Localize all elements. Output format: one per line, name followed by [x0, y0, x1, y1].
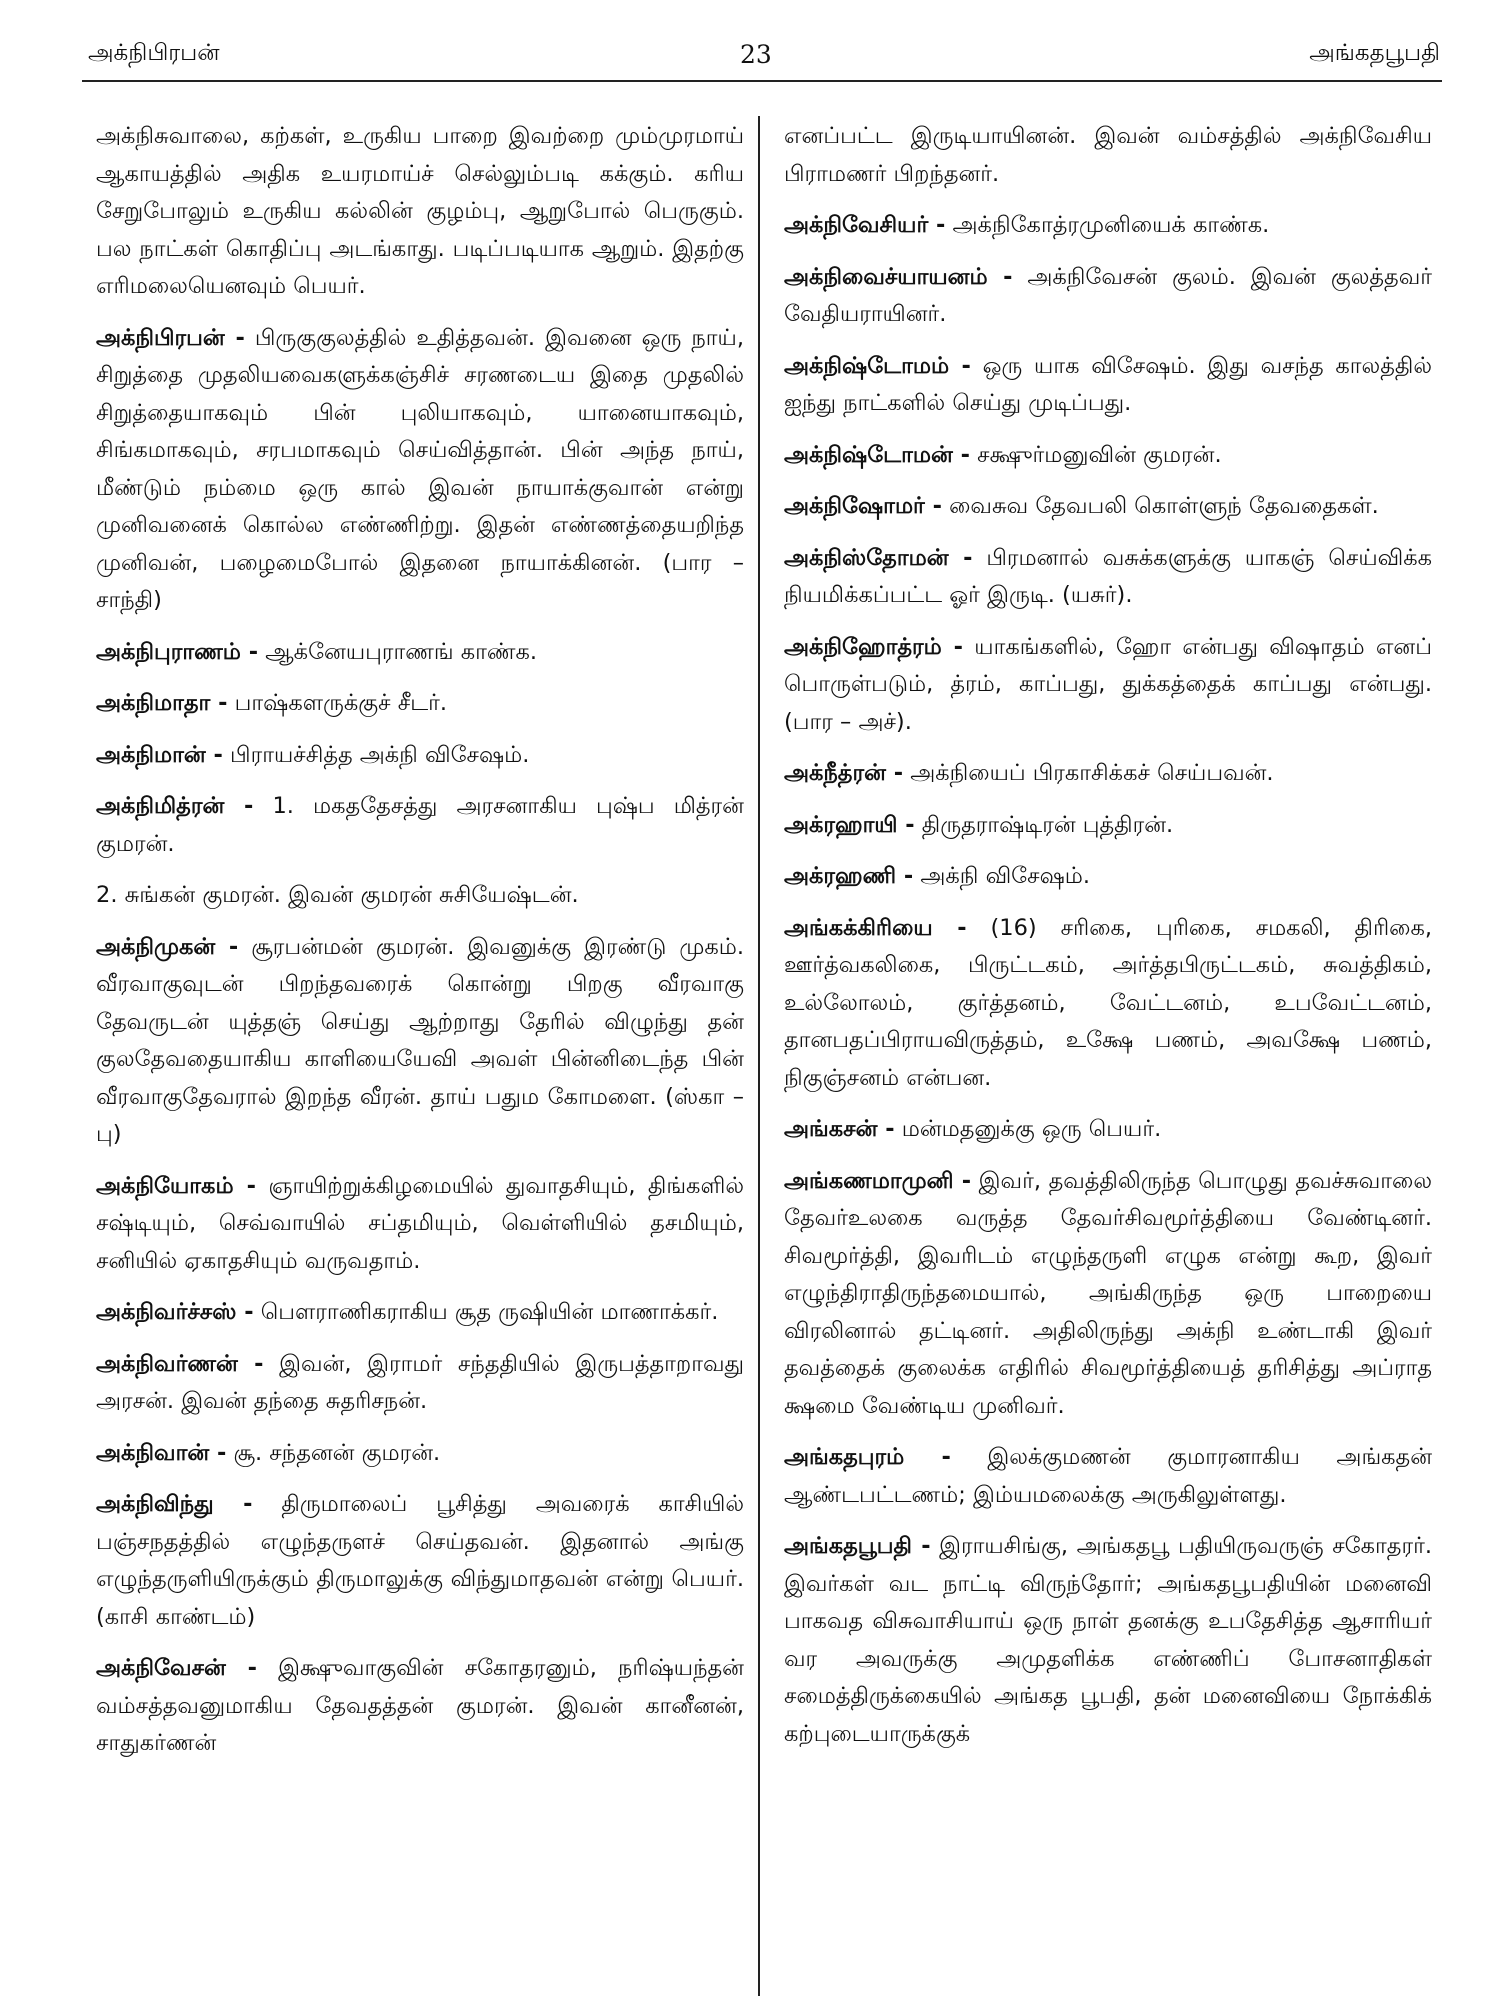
dictionary-entry: [784, 755, 1432, 793]
page-number: 23: [740, 40, 772, 69]
dictionary-entry: [96, 1346, 744, 1421]
entry-headword: அக்நிவர்ணன் -: [96, 1350, 264, 1377]
dictionary-entry: [784, 1439, 1432, 1514]
entry-definition: ஞாயிற்றுக்கிழமையில் துவாதசியும், திங்களில் சஷ்டியும், செவ்வாயில் சப்தமியும், வெள்ளியில் தசமியும், சனியில் ஏகாதசியும் வருவதாம்.: [96, 1172, 744, 1274]
dictionary-entry: [96, 1168, 744, 1281]
entry-headword: அங்கசன் -: [784, 1116, 895, 1142]
dictionary-entry: [784, 540, 1432, 615]
entry-definition: 2. சுங்கன் குமரன். இவன் குமரன் சுசியேஷ்டன்.: [96, 882, 579, 908]
dictionary-entry: [96, 634, 744, 672]
entry-definition: (16) சரிகை, புரிகை, சமகலி, திரிகை, ஊர்த்வகலிகை, பிருட்டகம், அர்த்தபிருட்டகம், சுவத்திகம், உல்லோலம், குர்த்தனம், வேட்டனம், உபவேட்டனம், தானபதப்பிராயவிருத்தம், உக்ஷே பணம், அவக்ஷே பணம், நிகுஞ்சனம் என்பன.: [784, 914, 1432, 1091]
entry-definition: திருமாலைப் பூசித்து அவரைக் காசியில் பஞ்சநதத்தில் எழுந்தருளச் செய்தவன். இதனால் அங்கு எழுந்தருளியிருக்கும் திருமாலுக்கு விந்துமாதவன் என்று பெயர். (காசி காண்டம்): [96, 1491, 744, 1630]
entry-definition: அக்நிவேசன் குலம். இவன் குலத்தவர் வேதியராயினர்.: [784, 263, 1432, 327]
entry-headword: அக்நிஷோமர் -: [784, 493, 942, 519]
entry-definition: அக்நிகோத்ரமுனியைக் காண்க.: [952, 212, 1270, 238]
dictionary-entry: [96, 877, 744, 915]
entry-definition: இலக்குமணன் குமாரனாகிய அங்கதன் ஆண்டபட்டணம்; இம்யமலைக்கு அருகிலுள்ளது.: [784, 1444, 1432, 1508]
entry-headword: அக்நிவர்ச்சஸ் -: [96, 1299, 254, 1325]
entry-headword: அக்நியோகம் -: [96, 1172, 256, 1199]
entry-headword: அக்நிஹோத்ரம் -: [784, 633, 964, 660]
entry-definition: பிரமனால் வசுக்களுக்கு யாகஞ் செய்விக்க நியமிக்கப்பட்ட ஓர் இருடி. (யசுர்).: [784, 544, 1432, 608]
entry-headword: அங்கணமாமுனி -: [784, 1167, 972, 1194]
dictionary-entry: [96, 1294, 744, 1332]
dictionary-entry: [96, 1650, 744, 1763]
entry-headword: அக்ரஹாயி -: [784, 811, 915, 838]
entry-definition: பிருகுகுலத்தில் உதித்தவன். இவனை ஒரு நாய், சிறுத்தை முதலியவைகளுக்கஞ்சிச் சரணடைய இதை முதலில் சிறுத்தையாகவும் பின் புலியாகவும், யானையாகவும், சிங்கமாகவும், சரபமாகவும் செய்வித்தான். பின் அந்த நாய், மீண்டும் நம்மை ஒரு கால் இவன் நாயாக்குவான் என்று முனிவனைக் கொல்ல எண்ணிற்று. இதன் எண்ணத்தையறிந்த முனிவன், பழைமைபோல் இதனை நாயாக்கினன். (பார – சாந்தி): [96, 324, 744, 613]
entry-definition: ஆக்னேயபுராணங் காண்க.: [265, 638, 538, 665]
entry-headword: அக்நிமாதா -: [96, 690, 228, 716]
running-head-left: அக்நிபிரபன்: [88, 40, 220, 66]
entry-definition: இவர், தவத்திலிருந்த பொழுது தவச்சுவாலை தேவர்உலகை வருத்த தேவர்சிவமூர்த்தியை வேண்டினர். சிவமூர்த்தி, இவரிடம் எழுந்தருளி எழுக என்று கூற, இவர் எழுந்திராதிருந்தமையால், அங்கிருந்த ஒரு பாறையை விரலினால் தட்டினர். அதிலிருந்து அக்நி உண்டாகி இவர் தவத்தைக் குலைக்க எதிரில் சிவமூர்த்தியைத் தரிசித்து அப்ராத க்ஷமை வேண்டிய முனிவர்.: [784, 1167, 1432, 1419]
dictionary-entry: [784, 207, 1432, 245]
entry-headword: அக்நிஷ்டோமம் -: [784, 352, 971, 379]
entry-headword: அக்நிவேசன் -: [96, 1655, 257, 1681]
entry-headword: அக்நிவைச்யாயனம் -: [784, 263, 1013, 290]
dictionary-entry: [784, 118, 1432, 193]
running-head-right: அங்கதபூபதி: [1309, 40, 1440, 66]
entry-headword: அக்நிவேசியர் -: [784, 212, 946, 238]
dictionary-entry: [96, 788, 744, 863]
entry-headword: அக்நிபிரபன் -: [96, 324, 245, 351]
entry-definition: எனப்பட்ட இருடியாயினன். இவன் வம்சத்தில் அக்நிவேசிய பிராமணர் பிறந்தனர்.: [784, 123, 1432, 187]
left-column: [96, 118, 744, 1996]
entry-headword: அக்நிஸ்தோமன் -: [784, 544, 973, 571]
dictionary-entry: [96, 1486, 744, 1636]
entry-headword: அக்நிஷ்டோமன் -: [784, 441, 970, 468]
dictionary-entry: [784, 807, 1432, 845]
entry-definition: மன்மதனுக்கு ஒரு பெயர்.: [901, 1116, 1162, 1142]
entry-definition: அக்நி விசேஷம்.: [920, 863, 1091, 889]
entry-headword: அக்நிவிந்து -: [96, 1491, 253, 1517]
entry-headword: அக்நீத்ரன் -: [784, 760, 904, 786]
entry-definition: இக்ஷுவாகுவின் சகோதரனும், நரிஷ்யந்தன் வம்சத்தவனுமாகிய தேவதத்தன் குமரன். இவன் கானீனன், சாதுகர்ணன்: [96, 1655, 744, 1756]
dictionary-entry: [784, 1111, 1432, 1149]
page-header: [0, 0, 1500, 78]
dictionary-entry: [784, 858, 1432, 896]
dictionary-entry: [96, 737, 744, 775]
entry-definition: அக்நிசுவாலை, கற்கள், உருகிய பாறை இவற்றை மும்முரமாய் ஆகாயத்தில் அதிக உயரமாய்ச் செல்லும்படி கக்கும். கரிய சேறுபோலும் உருகிய கல்லின் குழம்பு, ஆறுபோல் பெருகும். பல நாட்கள் கொதிப்பு அடங்காது. படிப்படியாக ஆறும். இதற்கு எரிமலையெனவும் பெயர்.: [96, 123, 744, 299]
entry-headword: அங்கக்கிரியை -: [784, 914, 967, 941]
dictionary-entry: [784, 437, 1432, 475]
dictionary-entry: [784, 259, 1432, 334]
entry-definition: யாகங்களில், ஹோ என்பது விஷாதம் எனப் பொருள்படும், த்ரம், காப்பது, துக்கத்தைக் காப்பது என்பது. (பார – அச்).: [784, 633, 1432, 735]
entry-headword: அக்நிபுராணம் -: [96, 638, 259, 665]
header-rule: [82, 80, 1442, 82]
entry-headword: அங்கதபுரம் -: [784, 1444, 951, 1470]
entry-definition: இவன், இராமர் சந்ததியில் இருபத்தாறாவது அரசன். இவன் தந்தை சுதரிசநன்.: [96, 1350, 744, 1414]
entry-definition: பிராயச்சித்த அக்நி விசேஷம்.: [230, 741, 530, 768]
entry-definition: பாஷ்களருக்குச் சீடர்.: [234, 690, 448, 716]
entry-definition: திருதராஷ்டிரன் புத்திரன்.: [921, 811, 1174, 838]
entry-headword: அக்நிவான் -: [96, 1439, 227, 1466]
dictionary-entry: [784, 1528, 1432, 1753]
entry-definition: சூ. சந்தனன் குமரன்.: [233, 1439, 441, 1466]
dictionary-entry: [784, 348, 1432, 423]
entry-definition: பௌராணிகராகிய சூத ருஷியின் மாணாக்கர்.: [260, 1299, 719, 1325]
dictionary-entry: [96, 929, 744, 1154]
entry-definition: அக்நியைப் பிரகாசிக்கச் செய்பவன்.: [910, 760, 1274, 786]
entry-headword: அக்ரஹணி -: [784, 863, 914, 889]
dictionary-entry: [784, 910, 1432, 1098]
entry-definition: ஒரு யாக விசேஷம். இது வசந்த காலத்தில் ஐந்து நாட்களில் செய்து முடிப்பது.: [784, 352, 1432, 416]
dictionary-entry: [96, 118, 744, 306]
dictionary-entry: [784, 488, 1432, 526]
entry-definition: சக்ஷுர்மனுவின் குமரன்.: [977, 441, 1222, 468]
entry-definition: வைசுவ தேவபலி கொள்ளுந் தேவதைகள்.: [949, 493, 1379, 519]
entry-definition: 1. மகததேசத்து அரசனாகிய புஷ்ப மித்ரன் குமரன்.: [96, 793, 744, 857]
entry-headword: அக்நிமித்ரன் -: [96, 793, 254, 819]
dictionary-entry: [96, 320, 744, 620]
dictionary-entry: [784, 1163, 1432, 1426]
dictionary-entry: [96, 685, 744, 723]
right-column: [784, 118, 1432, 1996]
entry-headword: அங்கதபூபதி -: [784, 1533, 931, 1559]
entry-headword: அக்நிமான் -: [96, 741, 223, 768]
entry-headword: அக்நிமுகன் -: [96, 933, 239, 960]
dictionary-entry: [96, 1435, 744, 1473]
entry-definition: சூரபன்மன் குமரன். இவனுக்கு இரண்டு முகம். வீரவாகுவுடன் பிறந்தவரைக் கொன்று பிறகு வீரவாகு தேவருடன் யுத்தஞ் செய்து ஆற்றாது தேரில் விழுந்து தன் குலதேவதையாகிய காளியையேவி அவள் பின்னிடைந்த பின் வீரவாகுதேவரால் இறந்த வீரன். தாய் பதும கோமளை. (ஸ்கா – பு): [96, 933, 744, 1147]
column-divider: [758, 116, 760, 1996]
dictionary-entry: [784, 629, 1432, 742]
entry-definition: இராயசிங்கு, அங்கதபூ பதியிருவருஞ் சகோதரர். இவர்கள் வட நாட்டி விருந்தோர்; அங்கதபூபதியின் மனைவி பாகவத விசுவாசியாய் ஒரு நாள் தனக்கு உபதேசித்த ஆசாரியர் வர அவருக்கு அமுதளிக்க எண்ணிப் போசனாதிகள் சமைத்திருக்கையில் அங்கத பூபதி, தன் மனைவியை நோக்கிக் கற்புடையாருக்குக்: [784, 1533, 1432, 1747]
